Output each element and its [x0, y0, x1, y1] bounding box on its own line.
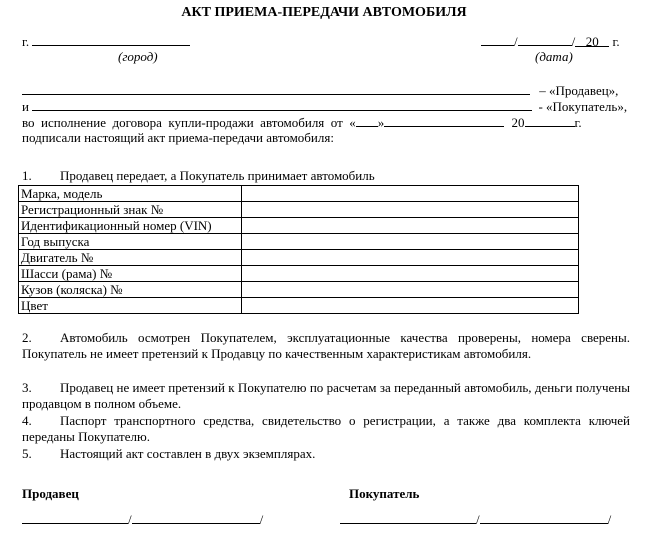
- row-label: Идентификационный номер (VIN): [19, 218, 242, 234]
- contract-year-blank[interactable]: [525, 114, 575, 127]
- buyer-name-print-blank[interactable]: [480, 511, 608, 524]
- buyer-signature-blank[interactable]: [340, 511, 476, 524]
- item-3-text: Продавец не имеет претензий к Покупателю по расчетам за переданный автомобиль, деньги получены продавцом в полном объеме.: [22, 380, 630, 411]
- row-value[interactable]: [242, 282, 579, 298]
- date-month-blank[interactable]: [518, 33, 572, 46]
- row-value[interactable]: [242, 186, 579, 202]
- city-field: [22, 33, 190, 50]
- table-row: [19, 202, 579, 218]
- row-label: Год выпуска: [19, 234, 242, 250]
- document-title: АКТ ПРИЕМА-ПЕРЕДАЧИ АВТОМОБИЛЯ: [181, 5, 467, 20]
- contract-year-suffix: г.: [574, 115, 582, 130]
- row-value[interactable]: [242, 202, 579, 218]
- contract-line: [22, 114, 582, 131]
- seller-sig-sep1: /: [128, 512, 132, 527]
- signed-text: подписали настоящий акт приема-передачи автомобиля:: [22, 130, 334, 145]
- seller-name-blank[interactable]: [22, 82, 530, 95]
- contract-text: во исполнение договора купли-продажи автомобиля от «: [22, 115, 356, 130]
- item-4-number: 4.: [22, 413, 32, 428]
- seller-role: – «Продавец»,: [539, 83, 619, 98]
- table-row: [19, 234, 579, 250]
- item-5-text: Настоящий акт составлен в двух экземплярах.: [60, 446, 316, 461]
- row-label: Регистрационный знак №: [19, 202, 242, 218]
- date-caption: (дата): [535, 49, 573, 64]
- buyer-role: - «Покупатель»,: [538, 99, 628, 114]
- seller-signature-line: [22, 511, 263, 528]
- row-label: Марка, модель: [19, 186, 242, 202]
- city-blank[interactable]: [32, 33, 190, 46]
- buyer-sig-sep2: /: [607, 512, 612, 527]
- item-2-text: Автомобиль осмотрен Покупателем, эксплуатационные качества проверены, номера сверены. Покупатель не имеет претензий к Продавцу по качественным характеристикам автомобиля.: [22, 330, 630, 361]
- row-label: Кузов (коляска) №: [19, 282, 242, 298]
- contract-day-blank[interactable]: [356, 114, 378, 127]
- date-field: [481, 33, 620, 50]
- seller-name-print-blank[interactable]: [132, 511, 260, 524]
- table-row: [19, 282, 579, 298]
- city-prefix: г.: [22, 34, 30, 49]
- date-sep2: /: [571, 34, 576, 49]
- seller-line: [22, 82, 618, 99]
- seller-signature-label: Продавец: [22, 486, 79, 501]
- date-day-blank[interactable]: [481, 33, 514, 46]
- table-row: [19, 298, 579, 314]
- buyer-signature-label: Покупатель: [349, 486, 420, 501]
- vehicle-table: [18, 185, 579, 314]
- table-row: [19, 266, 579, 282]
- row-label: Шасси (рама) №: [19, 266, 242, 282]
- item-1: [22, 168, 375, 184]
- item-2-number: 2.: [22, 330, 32, 345]
- item-2: [22, 330, 630, 362]
- contract-year: 20: [511, 115, 525, 130]
- buyer-sig-sep1: /: [476, 512, 480, 527]
- item-1-number: 1.: [22, 168, 32, 183]
- date-suffix: г.: [612, 34, 620, 49]
- row-value[interactable]: [242, 266, 579, 282]
- buyer-line: [22, 98, 627, 115]
- row-value[interactable]: [242, 250, 579, 266]
- row-label: Цвет: [19, 298, 242, 314]
- date-year-prefix: 20: [585, 34, 599, 49]
- item-3: [22, 380, 630, 412]
- seller-sig-sep2: /: [259, 512, 264, 527]
- item-5-number: 5.: [22, 446, 32, 461]
- buyer-name-blank[interactable]: [32, 98, 532, 111]
- and-word: и: [22, 99, 29, 114]
- contract-month-blank[interactable]: [384, 114, 504, 127]
- item-4-text: Паспорт транспортного средства, свидетельство о регистрации, а также два комплекта ключей переданы Покупателю.: [22, 413, 630, 444]
- date-sep1: /: [514, 34, 518, 49]
- row-value[interactable]: [242, 298, 579, 314]
- date-year-blank[interactable]: [575, 34, 609, 47]
- city-caption: (город): [118, 49, 158, 64]
- row-value[interactable]: [242, 234, 579, 250]
- table-row: [19, 250, 579, 266]
- item-3-number: 3.: [22, 380, 32, 395]
- buyer-signature-line: [340, 511, 611, 528]
- table-row: [19, 218, 579, 234]
- item-5: [22, 446, 630, 462]
- item-1-text: Продавец передает, а Покупатель принимает автомобиль: [60, 168, 375, 183]
- seller-signature-blank[interactable]: [22, 511, 128, 524]
- table-row: [19, 186, 579, 202]
- row-value[interactable]: [242, 218, 579, 234]
- row-label: Двигатель №: [19, 250, 242, 266]
- item-4: [22, 413, 630, 445]
- contract-quote-close: »: [377, 115, 385, 130]
